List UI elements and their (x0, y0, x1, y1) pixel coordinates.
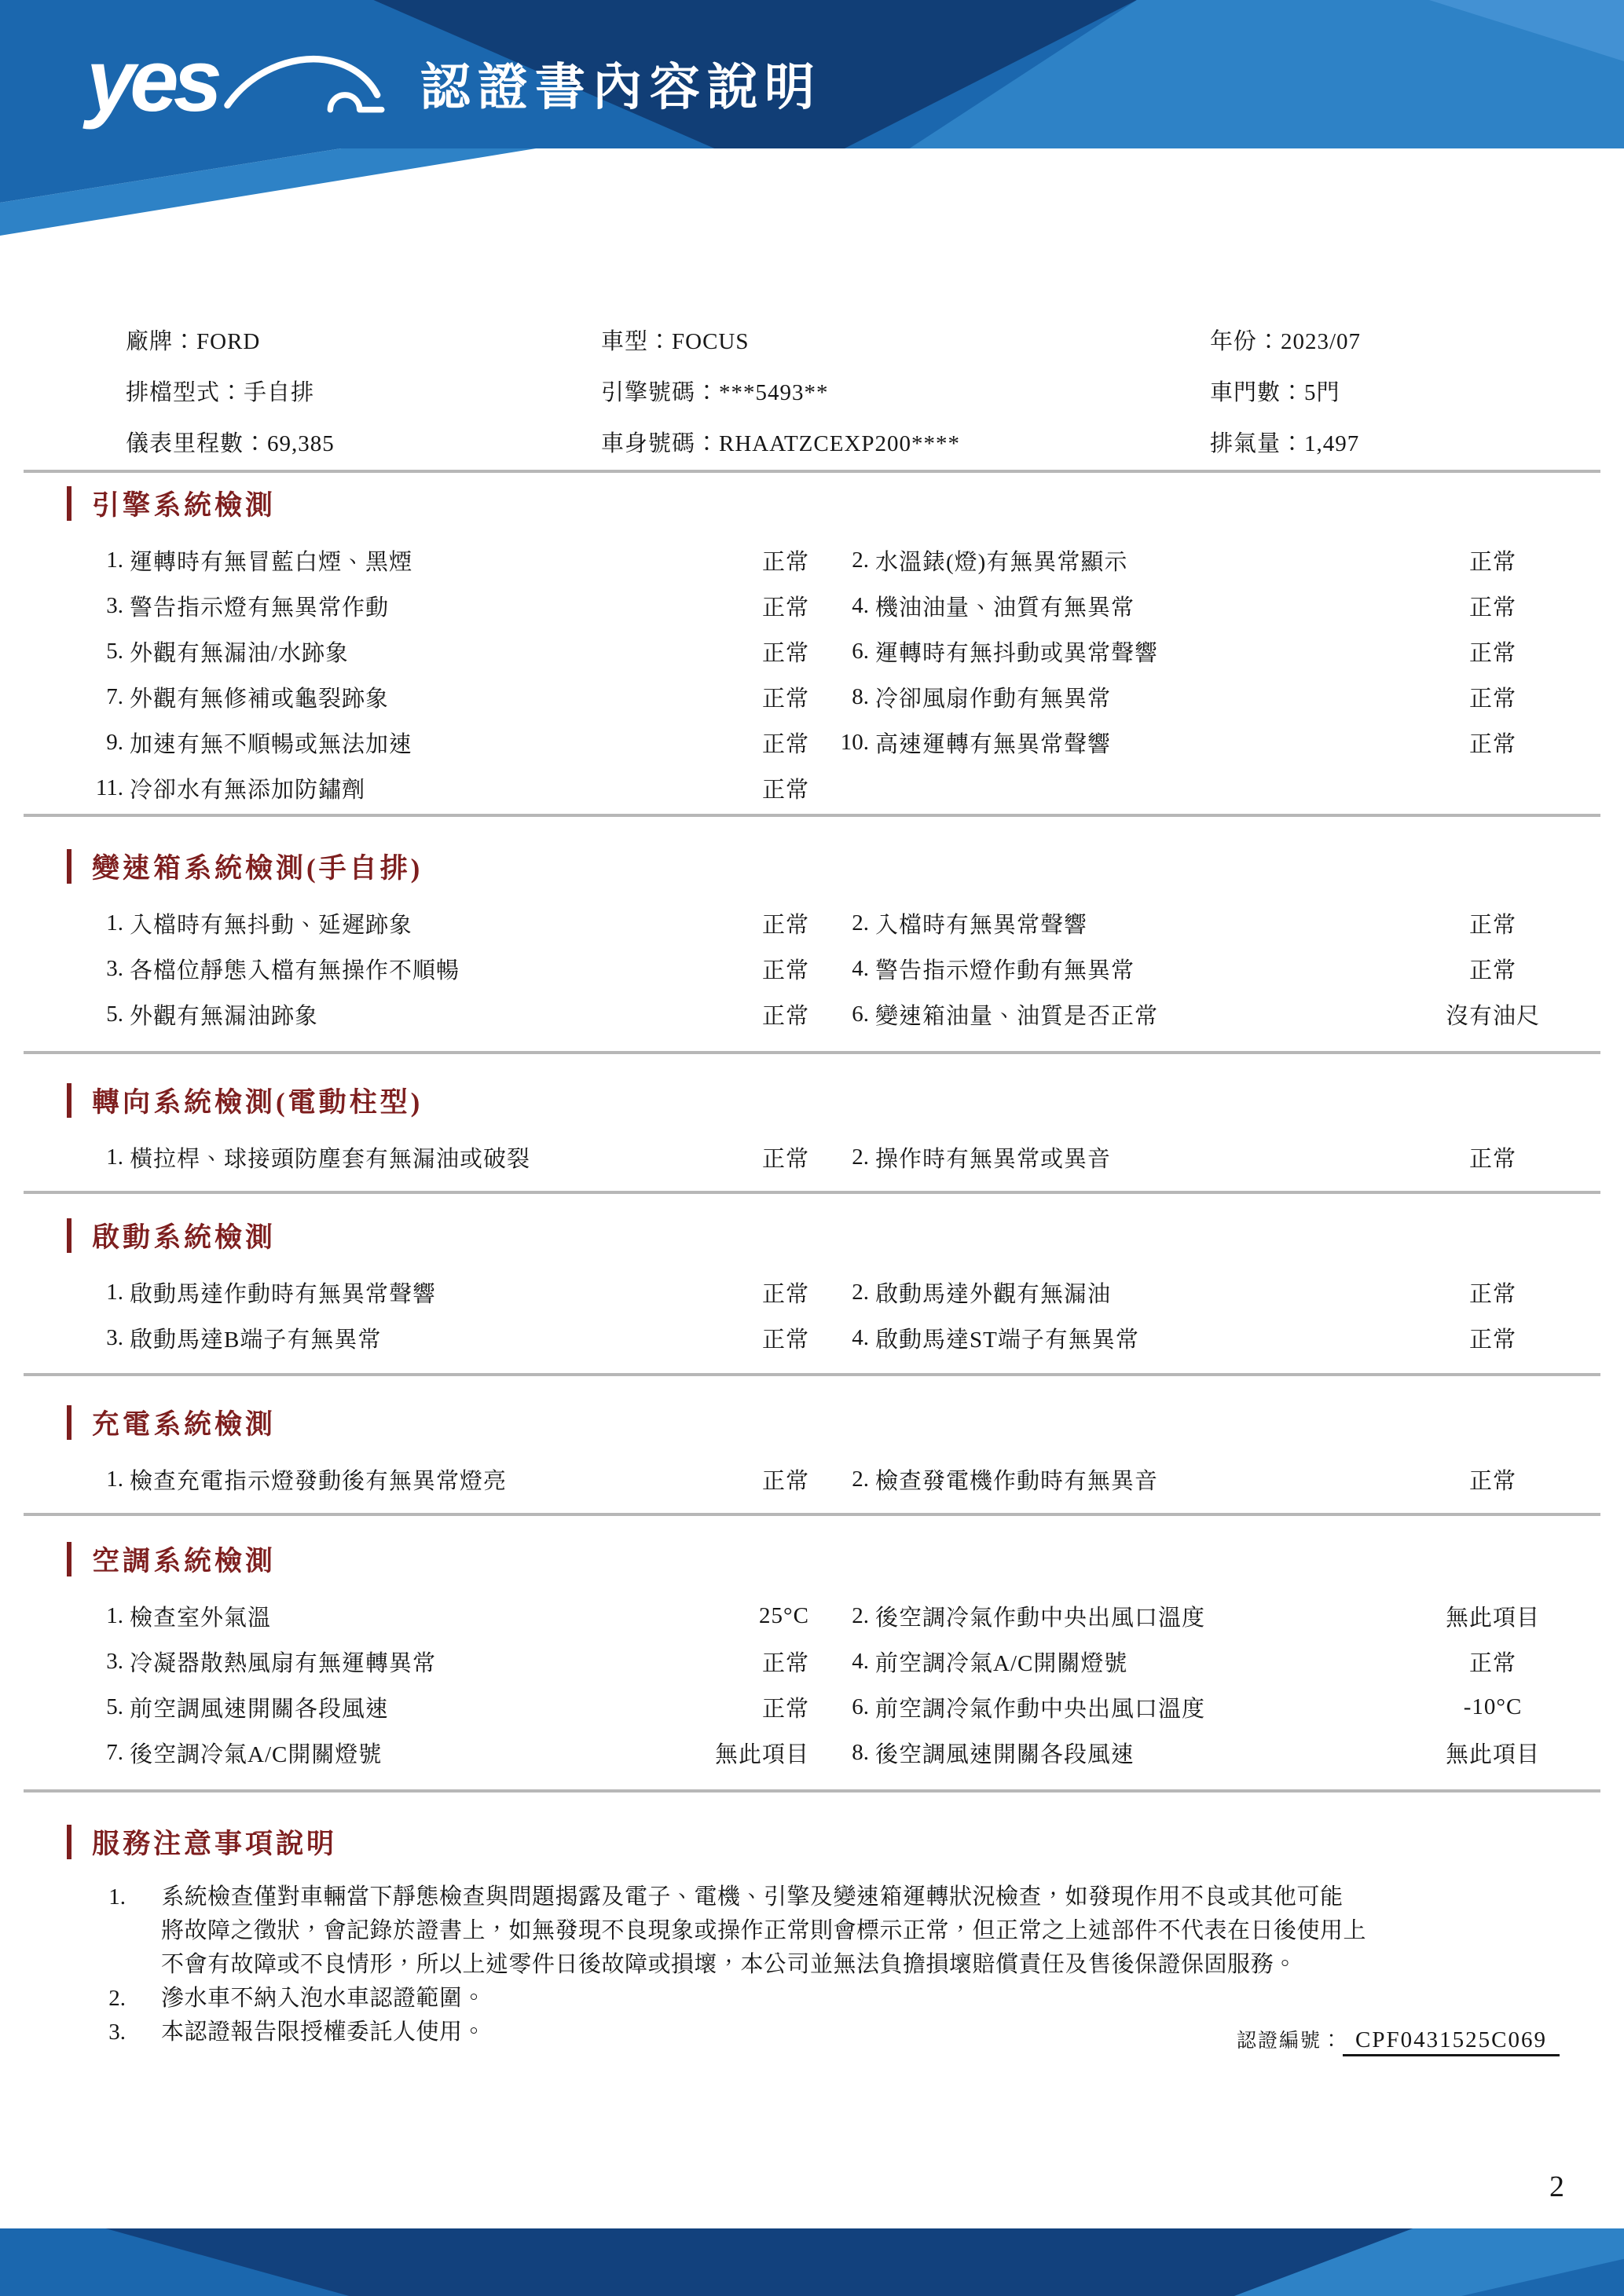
item-text: 啟動馬達外觀有無漏油 (875, 1281, 1112, 1307)
note-line: 將故障之徵狀，會記錄於證書上，如無發現不良現象或操作正常則會標示正常，但正常之上述部件不代表在日後使用上 (161, 1918, 1367, 1943)
item-text: 橫拉桿、球接頭防塵套有無漏油或破裂 (130, 1146, 531, 1172)
inspection-item (825, 1600, 1560, 1632)
inspection-item (825, 544, 1560, 577)
item-number: 1. (106, 547, 123, 573)
section-rows (67, 900, 1560, 1037)
item-number: 3. (106, 592, 123, 618)
inspection-item (67, 590, 809, 622)
inspection-item (825, 1463, 1560, 1496)
section-title: 啟動系統檢測 (92, 1222, 277, 1253)
inspection-row (67, 946, 1560, 991)
car-outline-icon (222, 35, 390, 134)
yes-logo-text: yes (86, 31, 217, 130)
item-text: 冷卻風扇作動有無異常 (875, 686, 1112, 712)
item-text: 檢查室外氣溫 (130, 1605, 272, 1631)
item-result: 正常 (1468, 686, 1516, 712)
footer-banner (0, 2228, 1624, 2296)
item-number: 7. (106, 1739, 123, 1765)
inspection-row (67, 674, 1560, 720)
inspection-item (825, 1646, 1560, 1678)
section-charging (67, 1404, 1560, 1502)
item-result: 正常 (761, 777, 809, 803)
item-number: 4. (852, 955, 869, 981)
section-header (67, 1404, 1560, 1441)
divider (24, 1513, 1600, 1516)
inspection-row (67, 537, 1560, 583)
item-number: 1. (106, 1144, 123, 1170)
item-text: 啟動馬達作動時有無異常聲響 (130, 1281, 437, 1307)
note-item (67, 1880, 1560, 1982)
section-rows (67, 1593, 1560, 1775)
item-result: 無此項目 (1445, 1741, 1540, 1767)
inspection-row (67, 583, 1560, 628)
item-result: 正常 (1468, 731, 1516, 757)
inspection-item (825, 907, 1560, 939)
vehicle-field: 廠牌：FORD (126, 329, 261, 354)
section-title: 空調系統檢測 (92, 1546, 277, 1576)
item-number: 10. (840, 729, 869, 755)
item-number: 8. (852, 683, 869, 709)
item-text: 前空調冷氣作動中央出風口溫度 (875, 1696, 1206, 1722)
item-result: 正常 (761, 1468, 809, 1494)
item-number: 1. (106, 1279, 123, 1305)
item-result: 正常 (761, 1650, 809, 1676)
item-text: 操作時有無異常或異音 (875, 1146, 1112, 1172)
item-result: 正常 (761, 686, 809, 712)
section-bar (67, 1405, 71, 1440)
item-text: 外觀有無漏油/水跡象 (130, 640, 350, 666)
item-text: 啟動馬達ST端子有無異常 (875, 1327, 1139, 1353)
item-result: 正常 (1468, 958, 1516, 983)
inspection-row (67, 1315, 1560, 1360)
divider (24, 1051, 1600, 1054)
section-header (67, 848, 1560, 884)
item-result: 無此項目 (714, 1741, 809, 1767)
section-rows (67, 1134, 1560, 1180)
item-number: 9. (106, 729, 123, 755)
section-title: 轉向系統檢測(電動柱型) (92, 1087, 423, 1118)
item-result: 沒有油尺 (1445, 1003, 1540, 1029)
item-number: 3. (106, 1648, 123, 1674)
section-steering (67, 1082, 1560, 1180)
inspection-item (825, 1691, 1560, 1723)
vehicle-field: 排檔型式：手自排 (126, 380, 315, 405)
section-rows (67, 1456, 1560, 1502)
inspection-item (67, 1322, 809, 1354)
inspection-item (67, 1276, 809, 1309)
item-text: 各檔位靜態入檔有無操作不順暢 (130, 958, 460, 983)
item-text: 後空調冷氣A/C開關燈號 (130, 1741, 383, 1767)
item-result: 正常 (761, 958, 809, 983)
inspection-item (825, 1322, 1560, 1354)
inspection-row (67, 720, 1560, 765)
item-result: 25°C (759, 1602, 809, 1628)
item-result: 正常 (761, 1696, 809, 1722)
section-service-notes (67, 1824, 1560, 2052)
item-number: 2. (852, 1466, 869, 1492)
inspection-row (67, 1684, 1560, 1730)
certificate-number-value: CPF0431525C069 (1343, 2027, 1560, 2056)
item-number: 7. (106, 683, 123, 709)
section-bar (67, 1825, 71, 1859)
vehicle-info-row (67, 314, 1560, 365)
item-text: 水溫錶(燈)有無異常顯示 (875, 549, 1128, 575)
inspection-item (825, 590, 1560, 622)
item-result: 正常 (761, 912, 809, 938)
inspection-item (67, 1463, 809, 1496)
section-title: 變速箱系統檢測(手自排) (92, 853, 423, 884)
item-result: -10°C (1463, 1694, 1523, 1719)
note-text (161, 1880, 1366, 1982)
item-result: 正常 (761, 1281, 809, 1307)
item-number: 2. (852, 1602, 869, 1628)
inspection-row (67, 765, 1560, 811)
section-header (67, 1218, 1560, 1254)
inspection-item (825, 727, 1560, 759)
item-text: 高速運轉有無異常聲響 (875, 731, 1112, 757)
certificate-number (1237, 2025, 1560, 2053)
item-number: 2. (852, 1144, 869, 1170)
item-result: 正常 (1468, 595, 1516, 621)
section-rows (67, 537, 1560, 811)
vehicle-info (67, 314, 1560, 467)
inspection-row (67, 1593, 1560, 1639)
section-bar (67, 849, 71, 884)
section-title: 充電系統檢測 (92, 1409, 277, 1440)
vehicle-field: 車門數：5門 (1210, 380, 1340, 405)
inspection-item (67, 1600, 809, 1632)
inspection-item (825, 681, 1560, 713)
item-number: 1. (106, 1602, 123, 1628)
vehicle-field: 儀表里程數：69,385 (126, 431, 335, 456)
inspection-row (67, 900, 1560, 946)
item-text: 機油油量、油質有無異常 (875, 595, 1135, 621)
item-result: 正常 (761, 1146, 809, 1172)
section-header (67, 1082, 1560, 1119)
item-text: 冷卻水有無添加防鏽劑 (130, 777, 366, 803)
inspection-row (67, 1456, 1560, 1502)
divider (24, 1191, 1600, 1194)
item-number: 4. (852, 1648, 869, 1674)
item-number: 6. (852, 638, 869, 664)
section-header (67, 1824, 1560, 1860)
item-text: 變速箱油量、油質是否正常 (875, 1003, 1159, 1029)
item-result: 無此項目 (1445, 1605, 1540, 1631)
inspection-item (67, 1737, 809, 1769)
item-number: 4. (852, 1324, 869, 1350)
item-text: 冷凝器散熱風扇有無運轉異常 (130, 1650, 437, 1676)
item-number: 4. (852, 592, 869, 618)
item-text: 檢查充電指示燈發動後有無異常燈亮 (130, 1468, 508, 1494)
item-number: 2. (852, 1279, 869, 1305)
vehicle-field: 引擎號碼：***5493** (601, 380, 829, 405)
section-bar (67, 1218, 71, 1253)
page-number: 2 (1549, 2170, 1564, 2203)
vehicle-info-row (67, 416, 1560, 467)
header-banner (0, 0, 1624, 236)
item-text: 警告指示燈作動有無異常 (875, 958, 1135, 983)
item-result: 正常 (1468, 640, 1516, 666)
section-bar (67, 1083, 71, 1118)
item-text: 後空調冷氣作動中央出風口溫度 (875, 1605, 1206, 1631)
vehicle-field: 車身號碼：RHAATZCEXP200**** (601, 431, 961, 456)
section-aircon (67, 1541, 1560, 1775)
section-engine (67, 485, 1560, 811)
inspection-item (825, 1141, 1560, 1174)
item-number: 5. (106, 1694, 123, 1719)
vehicle-field: 排氣量：1,497 (1210, 431, 1360, 456)
note-line: 滲水車不納入泡水車認證範圍。 (161, 1986, 486, 2011)
item-result: 正常 (761, 1327, 809, 1353)
page-title: 認證書內容說明 (420, 58, 822, 115)
inspection-row (67, 991, 1560, 1037)
item-number: 11. (95, 774, 123, 800)
divider (24, 470, 1600, 473)
certificate-number-label: 認證編號： (1237, 2031, 1344, 2052)
divider (24, 1373, 1600, 1376)
inspection-row (67, 1134, 1560, 1180)
item-text: 運轉時有無冒藍白煙、黑煙 (130, 549, 413, 575)
item-text: 檢查發電機作動時有無異音 (875, 1468, 1159, 1494)
note-number: 1. (108, 1884, 126, 1910)
note-line: 本認證報告限授權委託人使用。 (161, 2020, 486, 2045)
inspection-item (825, 953, 1560, 985)
inspection-item (825, 635, 1560, 668)
section-header (67, 1541, 1560, 1577)
inspection-row (67, 1639, 1560, 1684)
item-result: 正常 (1468, 549, 1516, 575)
vehicle-info-row (67, 365, 1560, 416)
item-text: 外觀有無修補或龜裂跡象 (130, 686, 390, 712)
note-text (161, 2016, 486, 2049)
inspection-item (67, 772, 809, 804)
inspection-row (67, 1269, 1560, 1315)
item-text: 入檔時有無異常聲響 (875, 912, 1088, 938)
section-bar (67, 486, 71, 521)
note-number: 2. (108, 1986, 126, 2011)
inspection-row (67, 628, 1560, 674)
inspection-item (67, 953, 809, 985)
section-title: 引擎系統檢測 (92, 490, 277, 521)
item-number: 1. (106, 1466, 123, 1492)
inspection-item (67, 635, 809, 668)
item-number: 6. (852, 1001, 869, 1027)
section-title: 服務注意事項說明 (92, 1829, 338, 1859)
item-number: 3. (106, 1324, 123, 1350)
item-number: 8. (852, 1739, 869, 1765)
item-text: 入檔時有無抖動、延遲跡象 (130, 912, 413, 938)
item-result: 正常 (761, 1003, 809, 1029)
inspection-item (67, 681, 809, 713)
inspection-item (67, 1691, 809, 1723)
vehicle-field: 車型：FOCUS (601, 329, 750, 354)
note-list (67, 1880, 1560, 2049)
section-transmission (67, 848, 1560, 1037)
inspection-item (67, 1646, 809, 1678)
item-text: 外觀有無漏油跡象 (130, 1003, 319, 1029)
divider (24, 1789, 1600, 1792)
item-result: 正常 (1468, 1468, 1516, 1494)
inspection-item (825, 998, 1560, 1031)
note-line: 不會有故障或不良情形，所以上述零件日後故障或損壞，本公司並無法負擔損壞賠償責任及售後保證保固服務。 (161, 1952, 1297, 1977)
item-number: 5. (106, 638, 123, 664)
item-result: 正常 (1468, 912, 1516, 938)
item-result: 正常 (761, 640, 809, 666)
item-result: 正常 (761, 549, 809, 575)
item-text: 後空調風速開關各段風速 (875, 1741, 1135, 1767)
section-rows (67, 1269, 1560, 1360)
section-header (67, 485, 1560, 522)
note-line: 系統檢查僅對車輛當下靜態檢查與問題揭露及電子、電機、引擎及變速箱運轉狀況檢查，如發現作用不良或其他可能 (161, 1884, 1344, 1910)
item-text: 運轉時有無抖動或異常聲響 (875, 640, 1159, 666)
item-number: 2. (852, 910, 869, 936)
item-text: 警告指示燈有無異常作動 (130, 595, 390, 621)
item-result: 正常 (1468, 1146, 1516, 1172)
item-number: 6. (852, 1694, 869, 1719)
item-result: 正常 (1468, 1281, 1516, 1307)
inspection-item (825, 1276, 1560, 1309)
item-text: 前空調風速開關各段風速 (130, 1696, 390, 1722)
item-number: 1. (106, 910, 123, 936)
note-number: 3. (108, 2020, 126, 2045)
inspection-item (67, 727, 809, 759)
inspection-item (67, 544, 809, 577)
inspection-item (825, 1737, 1560, 1769)
item-result: 正常 (1468, 1650, 1516, 1676)
item-text: 啟動馬達B端子有無異常 (130, 1327, 382, 1353)
inspection-item (67, 907, 809, 939)
inspection-item (67, 998, 809, 1031)
brand-logo (86, 27, 822, 134)
item-number: 3. (106, 955, 123, 981)
section-starting (67, 1218, 1560, 1360)
item-number: 2. (852, 547, 869, 573)
item-result: 正常 (761, 595, 809, 621)
item-number: 5. (106, 1001, 123, 1027)
item-result: 正常 (1468, 1327, 1516, 1353)
divider (24, 814, 1600, 817)
inspection-row (67, 1730, 1560, 1775)
section-bar (67, 1542, 71, 1576)
note-item (67, 1982, 1560, 2016)
vehicle-field: 年份：2023/07 (1210, 329, 1362, 354)
note-text (161, 1982, 486, 2016)
item-result: 正常 (761, 731, 809, 757)
item-text: 加速有無不順暢或無法加速 (130, 731, 413, 757)
inspection-item (67, 1141, 809, 1174)
item-text: 前空調冷氣A/C開關燈號 (875, 1650, 1128, 1676)
